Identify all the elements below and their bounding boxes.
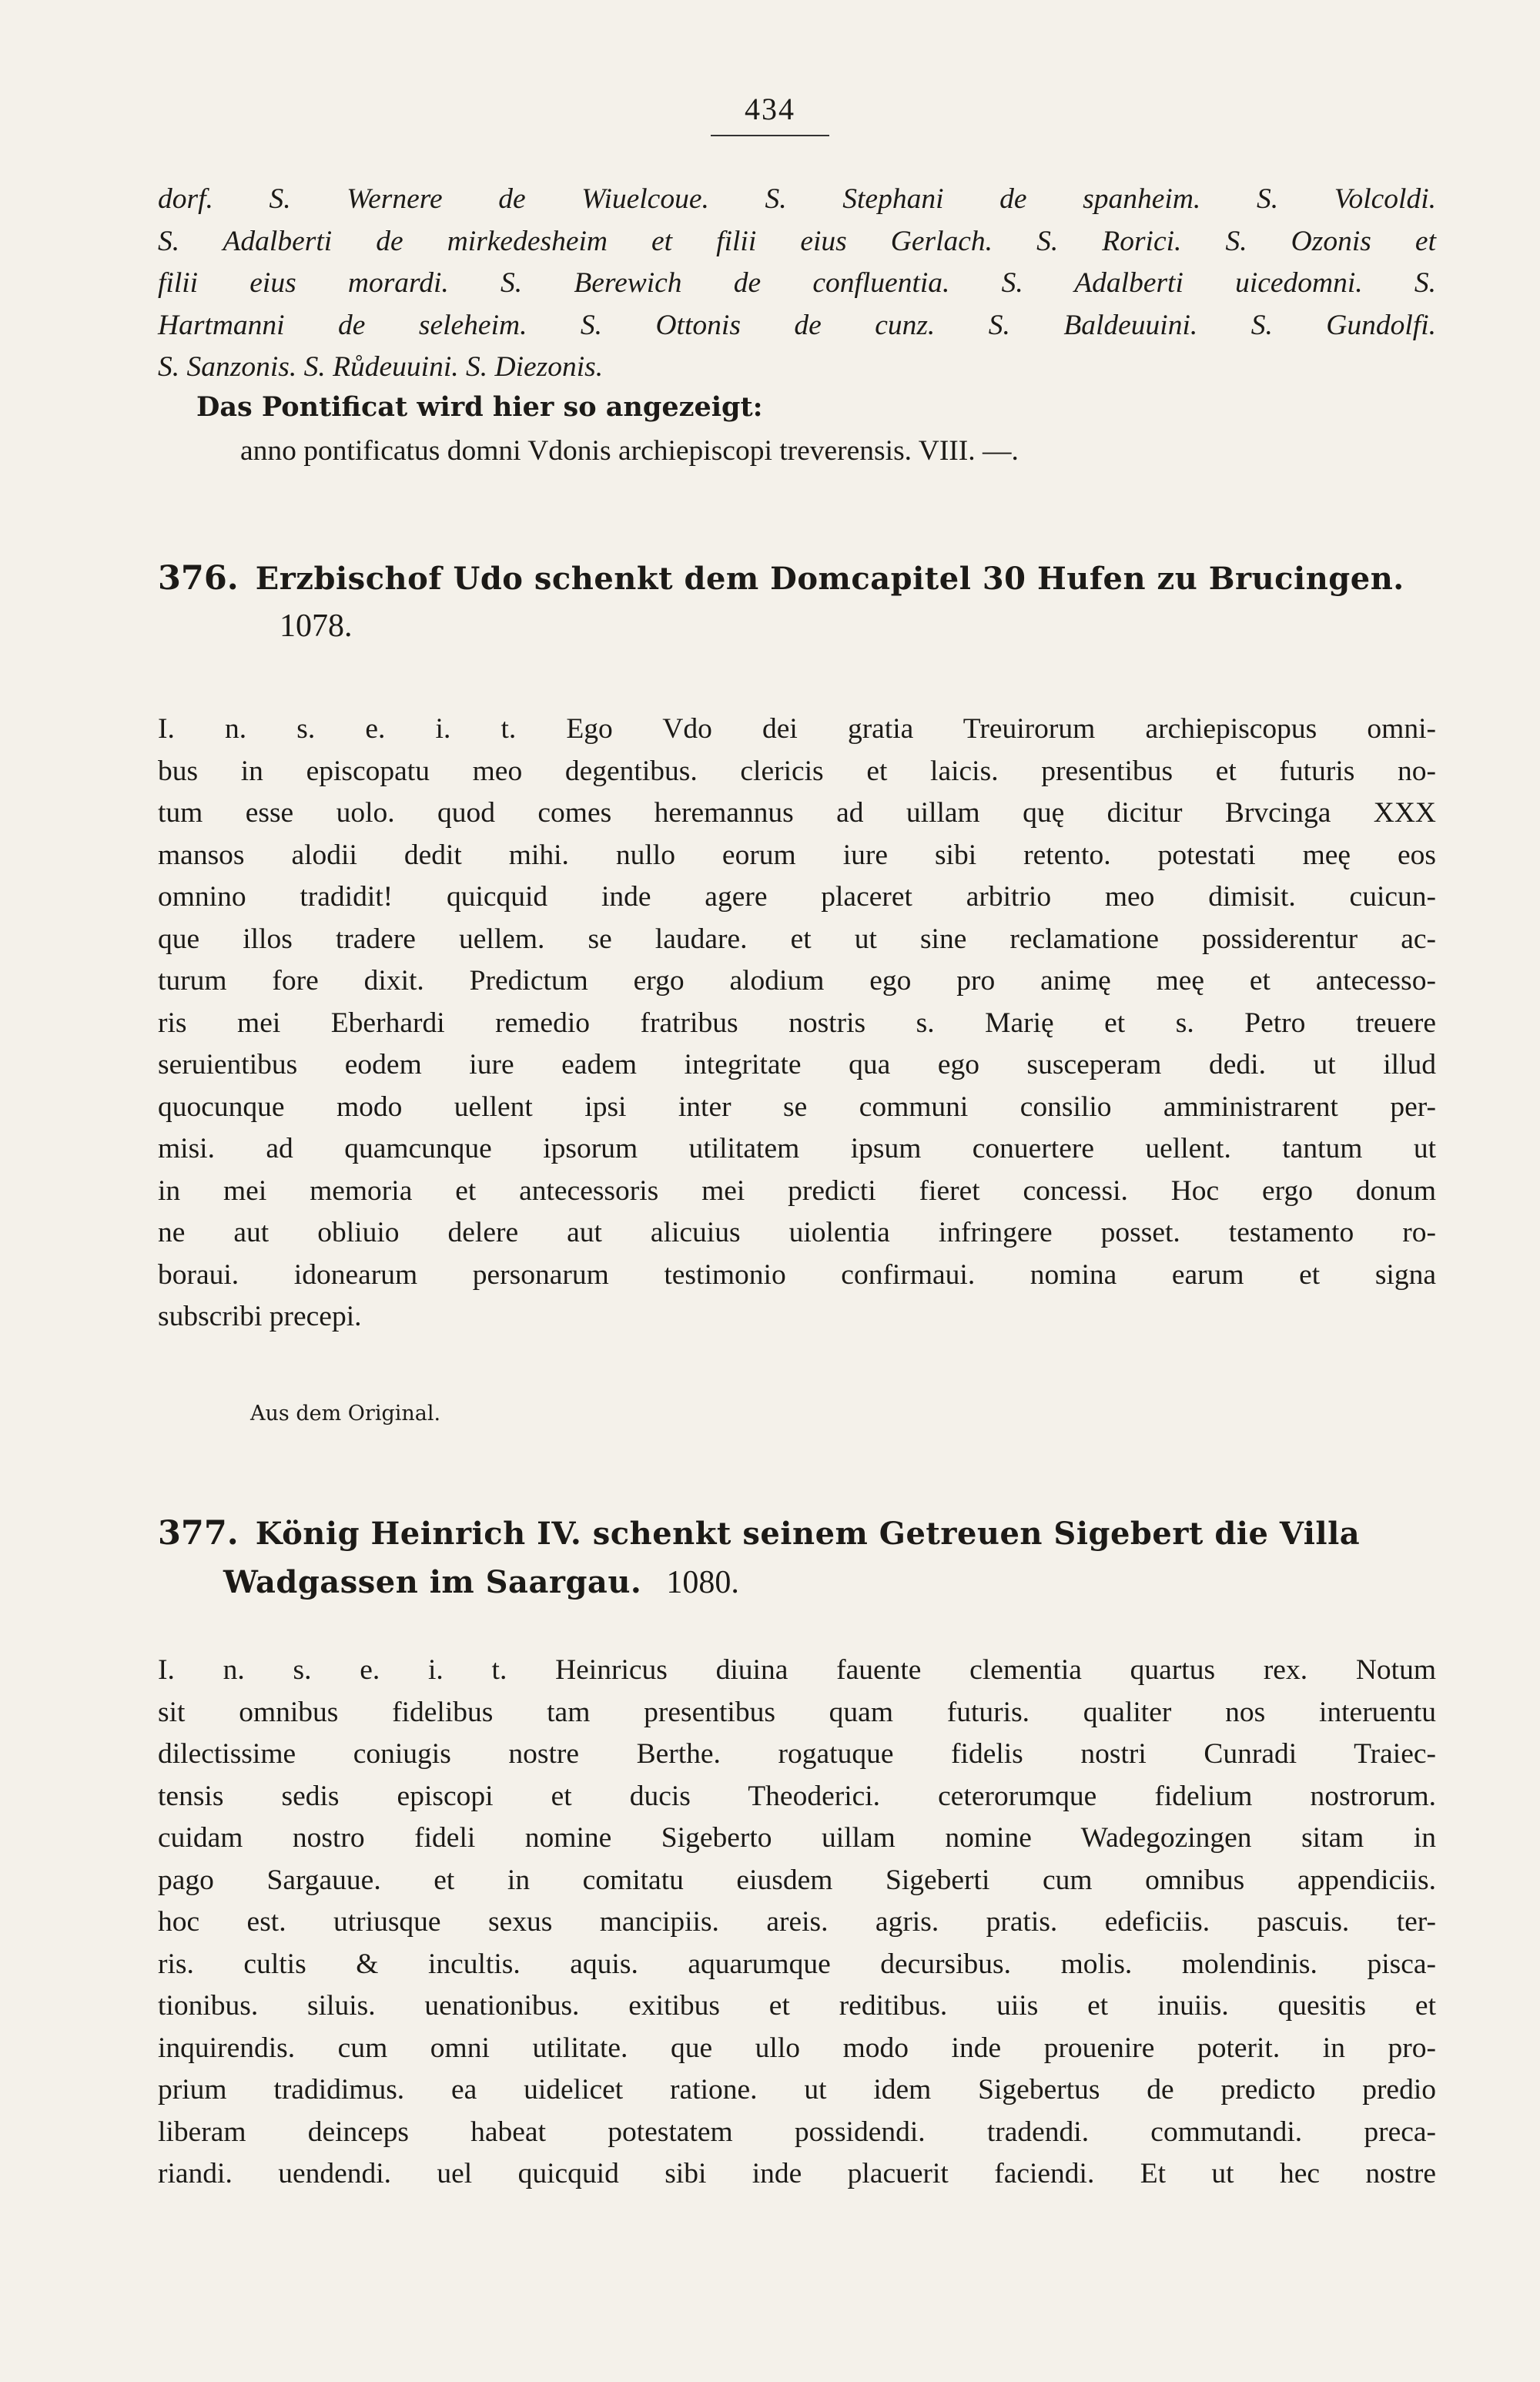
doc-377-line: tensis sedis episcopi et ducis Theoderici. ceterorumque fidelium nostrorum. xyxy=(158,1780,1436,1812)
doc-376-body xyxy=(158,709,1436,1338)
doc-377-line: ris. cultis & incultis. aquis. aquarumque decursibus. molis. molendinis. pisca- xyxy=(158,1948,1436,1980)
witness-line: S. Adalberti de mirkedesheim et filii eius Gerlach. S. Rorici. S. Ozonis et xyxy=(158,225,1436,257)
page-header xyxy=(0,91,1540,136)
doc-376-line: bus in episcopatu meo degentibus. clericis et laicis. presentibus et futuris no- xyxy=(158,755,1436,787)
witness-line: Hartmanni de seleheim. S. Ottonis de cunz. S. Baldeuuini. S. Gundolfi. xyxy=(158,309,1436,341)
doc-377-title-row2 xyxy=(223,1559,1509,1606)
doc-377-line: sit omnibus fidelibus tam presentibus quam futuris. qualiter nos interuentu xyxy=(158,1696,1436,1728)
doc-377-line: cuidam nostro fideli nomine Sigeberto uillam nomine Wadegozingen sitam in xyxy=(158,1822,1436,1854)
doc-377-title-line1: König Heinrich IV. schenkt seinem Getreuen Sigebert die Villa xyxy=(255,1516,1361,1552)
doc-377-line: I. n. s. e. i. t. Heinricus diuina fauente clementia quartus rex. Notum xyxy=(158,1654,1436,1686)
doc-377-line: dilectissime coniugis nostre Berthe. rogatuque fidelis nostri Cunradi Traiec- xyxy=(158,1738,1436,1770)
doc-377-line: pago Sargauue. et in comitatu eiusdem Sigeberti cum omnibus appendiciis. xyxy=(158,1864,1436,1896)
doc-376-line: mansos alodii dedit mihi. nullo eorum iure sibi retento. potestati meę eos xyxy=(158,839,1436,871)
doc-376-line: turum fore dixit. Predictum ergo alodium ego pro animę meę et antecesso- xyxy=(158,965,1436,997)
doc-376-title: Erzbischof Udo schenkt dem Domcapitel 30 Hufen zu Brucingen. xyxy=(255,561,1404,597)
doc-376-line: omnino tradidit! quicquid inde agere placeret arbitrio meo dimisit. cuicun- xyxy=(158,881,1436,913)
doc-376-line: ris mei Eberhardi remedio fratribus nostris s. Marię et s. Petro treuere xyxy=(158,1007,1436,1039)
doc-376-line: ne aut obliuio delere aut alicuius uiolentia infringere posset. testamento ro- xyxy=(158,1217,1436,1248)
doc-376-line: boraui. idonearum personarum testimonio confirmaui. nomina earum et signa xyxy=(158,1258,1436,1291)
doc-377-line: prium tradidimus. ea uidelicet ratione. ut idem Sigebertus de predicto predio xyxy=(158,2074,1436,2106)
witness-line: dorf. S. Wernere de Wiuelcoue. S. Stephani de spanheim. S. Volcoldi. xyxy=(158,183,1436,215)
doc-377-heading xyxy=(158,1509,1444,1558)
doc-377-line: tionibus. siluis. uenationibus. exitibus et reditibus. uiis et inuiis. quesitis et xyxy=(158,1990,1436,2022)
pontificat-note: Das Pontificat wird hier so angezeigt: xyxy=(196,391,763,423)
doc-376-line: quocunque modo uellent ipsi inter se communi consilio amministrarent per- xyxy=(158,1090,1436,1123)
witness-line: filii eius morardi. S. Berewich de confluentia. S. Adalberti uicedomni. S. xyxy=(158,267,1436,299)
doc-376-line: I. n. s. e. i. t. Ego Vdo dei gratia Treuirorum archiepiscopus omni- xyxy=(158,713,1436,745)
doc-377-number: 377. xyxy=(158,1514,239,1553)
doc-376-line: in mei memoria et antecessoris mei predicti fieret concessi. Hoc ergo donum xyxy=(158,1174,1436,1207)
doc-376-heading xyxy=(158,554,1444,603)
dating-line: anno pontificatus domni Vdonis archiepiscopi treverensis. VIII. —. xyxy=(240,435,1019,467)
doc-376-line: que illos tradere uellem. se laudare. et ut sine reclamatione possiderentur ac- xyxy=(158,923,1436,955)
doc-376-line: misi. ad quamcunque ipsorum utilitatem ipsum conuertere uellent. tantum ut xyxy=(158,1133,1436,1164)
doc-376-line: subscribi precepi. xyxy=(158,1301,362,1332)
doc-376-source: Aus dem Original. xyxy=(250,1402,441,1426)
doc-377-line: hoc est. utriusque sexus mancipiis. areis. agris. pratis. edeficiis. pascuis. ter- xyxy=(158,1906,1436,1938)
doc-376-line: tum esse uolo. quod comes heremannus ad uillam quę dicitur Brvcinga XXX xyxy=(158,797,1436,829)
doc-376-line: seruientibus eodem iure eadem integritate qua ego susceperam dedi. ut illud xyxy=(158,1049,1436,1080)
doc-376-number: 376. xyxy=(158,559,239,598)
doc-377-title-line2: Wadgassen im Saargau. xyxy=(223,1564,642,1600)
witness-list xyxy=(158,179,1436,389)
doc-377-date: 1080. xyxy=(666,1565,739,1600)
witness-line: S. Sanzonis. S. Růdeuuini. S. Diezonis. xyxy=(158,351,604,383)
doc-377-body xyxy=(158,1650,1436,2196)
doc-377-line: inquirendis. cum omni utilitate. que ullo modo inde prouenire poterit. in pro- xyxy=(158,2032,1436,2064)
doc-376-date: 1078. xyxy=(280,608,353,644)
doc-377-line: riandi. uendendi. uel quicquid sibi inde placuerit faciendi. Et ut hec nostre xyxy=(158,2158,1436,2189)
doc-377-line: liberam deinceps habeat potestatem possidendi. tradendi. commutandi. preca- xyxy=(158,2116,1436,2148)
page-number: 434 xyxy=(711,91,829,136)
doc-376-date-row xyxy=(280,602,1540,650)
